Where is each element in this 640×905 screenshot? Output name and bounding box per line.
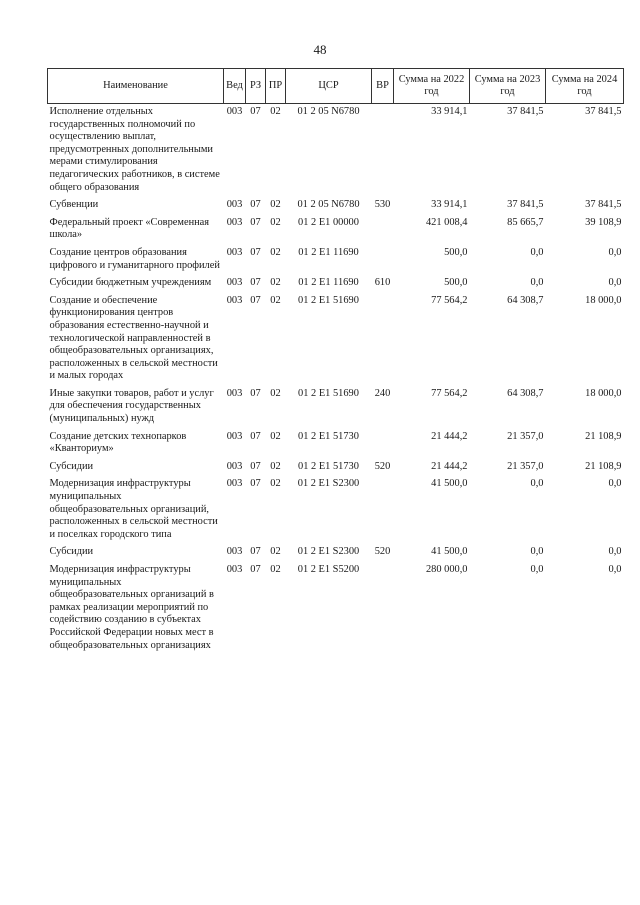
row-pr: 02 — [270, 564, 281, 575]
row-csr: 01 2 05 N6780 — [297, 199, 360, 211]
row-rz: 07 — [250, 294, 261, 306]
row-sum-2022: 41 500,0 — [431, 478, 468, 490]
row-rz: 07 — [250, 460, 261, 472]
row-csr: 01 2 E1 11690 — [298, 277, 359, 289]
row-pr: 02 — [270, 216, 281, 228]
row-rz: 07 — [250, 216, 261, 228]
row-sum-2022: 77 564,2 — [431, 294, 468, 306]
row-name: Модернизация инфраструктуры муниципальных общеобразовательных организаций в рамках реализации мероприятий по содействию созданию в субъектах Российской Федерации новых мест в общеобразовательных организациях — [49, 564, 214, 651]
row-vr — [372, 104, 394, 198]
row-sum-2024: 21 108,9 — [585, 430, 622, 442]
table-header-row — [48, 69, 624, 104]
row-csr: 01 2 E1 00000 — [298, 216, 359, 228]
row-sum-2024: 0,0 — [608, 478, 622, 490]
row-vr — [372, 293, 394, 386]
row-pr: 02 — [270, 478, 281, 490]
row-name: Исполнение отдельных государственных полномочий по осуществлению выплат, предусмотренных дополнительными мерами стимулирования педагогических работников, в системе общего образования — [49, 106, 220, 193]
row-sum-2024: 0,0 — [608, 546, 622, 558]
row-name: Субсидии бюджетным учреждениям — [49, 277, 212, 289]
row-vr — [372, 562, 394, 655]
table-row — [48, 429, 624, 459]
row-sum-2023: 0,0 — [530, 564, 544, 575]
row-pr: 02 — [270, 246, 281, 258]
row-pr: 02 — [270, 430, 281, 442]
row-sum-2024: 0,0 — [608, 564, 622, 575]
row-name: Субсидии — [49, 460, 94, 472]
row-vr: 520 — [374, 546, 391, 558]
row-csr: 01 2 E1 51730 — [298, 460, 359, 472]
row-sum-2022: 33 914,1 — [431, 199, 468, 211]
table-row — [48, 562, 624, 655]
row-rz: 07 — [250, 564, 261, 575]
row-pr: 02 — [270, 460, 281, 472]
row-vr: 240 — [374, 387, 391, 399]
header-vr: ВР — [372, 69, 394, 104]
row-ved: 003 — [226, 294, 243, 306]
row-vr: 530 — [374, 199, 391, 211]
row-sum-2024: 39 108,9 — [585, 216, 622, 228]
row-sum-2022: 33 914,1 — [431, 106, 468, 117]
row-name: Иные закупки товаров, работ и услуг для обеспечения государственных (муниципальных) нужд — [49, 387, 214, 425]
table-row — [48, 386, 624, 429]
header-csr: ЦСР — [286, 69, 372, 104]
row-rz: 07 — [250, 246, 261, 258]
row-pr: 02 — [270, 387, 281, 399]
row-name: Создание центров образования цифрового и гуманитарного профилей — [49, 246, 220, 271]
row-sum-2022: 500,0 — [444, 277, 468, 289]
row-csr: 01 2 E1 11690 — [298, 246, 359, 258]
row-csr: 01 2 E1 S2300 — [297, 478, 360, 490]
row-ved: 003 — [226, 246, 243, 258]
header-name: Наименование — [48, 69, 224, 104]
row-csr: 01 2 E1 51690 — [298, 387, 359, 399]
row-rz: 07 — [250, 430, 261, 442]
row-name: Федеральный проект «Современная школа» — [49, 216, 210, 241]
row-csr: 01 2 E1 S2300 — [297, 546, 360, 558]
row-ved: 003 — [226, 460, 243, 472]
header-sum-2024: Сумма на 2024 год — [546, 69, 624, 104]
row-ved: 003 — [226, 387, 243, 399]
row-sum-2024: 0,0 — [608, 277, 622, 289]
header-pr: ПР — [266, 69, 286, 104]
row-name: Субсидии — [49, 546, 94, 558]
row-name: Создание и обеспечение функционирования центров образования естественно-научной и технологической направленностей в общеобразовательных организациях, расположенных в сельской местности и малых городах — [49, 294, 218, 382]
row-rz: 07 — [250, 478, 261, 490]
row-rz: 07 — [250, 199, 261, 211]
row-sum-2024: 18 000,0 — [585, 387, 622, 399]
row-sum-2023: 0,0 — [530, 277, 544, 289]
row-sum-2022: 77 564,2 — [431, 387, 468, 399]
row-vr — [372, 215, 394, 245]
budget-table — [47, 68, 624, 655]
row-ved: 003 — [226, 106, 243, 117]
row-csr: 01 2 E1 51690 — [298, 294, 359, 306]
row-ved: 003 — [226, 199, 243, 211]
row-sum-2024: 21 108,9 — [585, 460, 622, 472]
table-row — [48, 197, 624, 215]
row-vr — [372, 429, 394, 459]
row-sum-2023: 0,0 — [530, 478, 544, 490]
row-sum-2022: 421 008,4 — [425, 216, 468, 228]
table-row — [48, 459, 624, 477]
header-sum-2023: Сумма на 2023 год — [470, 69, 546, 104]
row-ved: 003 — [226, 478, 243, 490]
row-pr: 02 — [270, 199, 281, 211]
table-row — [48, 275, 624, 293]
table-row — [48, 245, 624, 275]
row-pr: 02 — [270, 277, 281, 289]
row-ved: 003 — [226, 430, 243, 442]
row-rz: 07 — [250, 106, 261, 117]
row-name: Модернизация инфраструктуры муниципальных общеобразовательных организаций, расположенных в сельской местности и поселках городского типа — [49, 478, 218, 540]
row-sum-2022: 500,0 — [444, 246, 468, 258]
row-sum-2024: 37 841,5 — [585, 199, 622, 211]
row-ved: 003 — [226, 216, 243, 228]
table-row — [48, 215, 624, 245]
table-row — [48, 104, 624, 198]
row-ved: 003 — [226, 546, 243, 558]
row-csr: 01 2 E1 S5200 — [297, 564, 360, 575]
row-sum-2023: 37 841,5 — [507, 106, 544, 117]
row-sum-2022: 41 500,0 — [431, 546, 468, 558]
row-sum-2023: 0,0 — [530, 546, 544, 558]
row-sum-2024: 37 841,5 — [585, 106, 622, 117]
row-name: Субвенции — [49, 199, 99, 211]
row-sum-2024: 18 000,0 — [585, 294, 622, 306]
row-rz: 07 — [250, 277, 261, 289]
row-vr — [372, 245, 394, 275]
table-row — [48, 293, 624, 386]
table-body — [48, 104, 624, 656]
table-row — [48, 476, 624, 544]
row-sum-2023: 64 308,7 — [507, 387, 544, 399]
row-csr: 01 2 E1 51730 — [298, 430, 359, 442]
row-sum-2023: 21 357,0 — [507, 460, 544, 472]
row-rz: 07 — [250, 546, 261, 558]
header-rz: РЗ — [246, 69, 266, 104]
row-pr: 02 — [270, 106, 281, 117]
row-sum-2022: 21 444,2 — [431, 460, 468, 472]
row-ved: 003 — [226, 277, 243, 289]
row-sum-2023: 85 665,7 — [507, 216, 544, 228]
row-sum-2023: 0,0 — [530, 246, 544, 258]
row-sum-2022: 21 444,2 — [431, 430, 468, 442]
row-vr: 610 — [374, 277, 391, 289]
row-ved: 003 — [226, 564, 243, 575]
header-sum-2022: Сумма на 2022 год — [394, 69, 470, 104]
row-name: Создание детских технопарков «Кванториум» — [49, 430, 187, 455]
row-sum-2023: 21 357,0 — [507, 430, 544, 442]
header-ved: Вед — [224, 69, 246, 104]
page-number: 48 — [313, 42, 327, 57]
row-csr: 01 2 05 N6780 — [297, 106, 360, 117]
row-vr: 520 — [374, 460, 391, 472]
row-sum-2022: 280 000,0 — [425, 564, 468, 575]
row-vr — [372, 476, 394, 544]
row-sum-2024: 0,0 — [608, 246, 622, 258]
table-row — [48, 544, 624, 562]
row-pr: 02 — [270, 546, 281, 558]
row-sum-2023: 64 308,7 — [507, 294, 544, 306]
row-rz: 07 — [250, 387, 261, 399]
row-sum-2023: 37 841,5 — [507, 199, 544, 211]
row-pr: 02 — [270, 294, 281, 306]
